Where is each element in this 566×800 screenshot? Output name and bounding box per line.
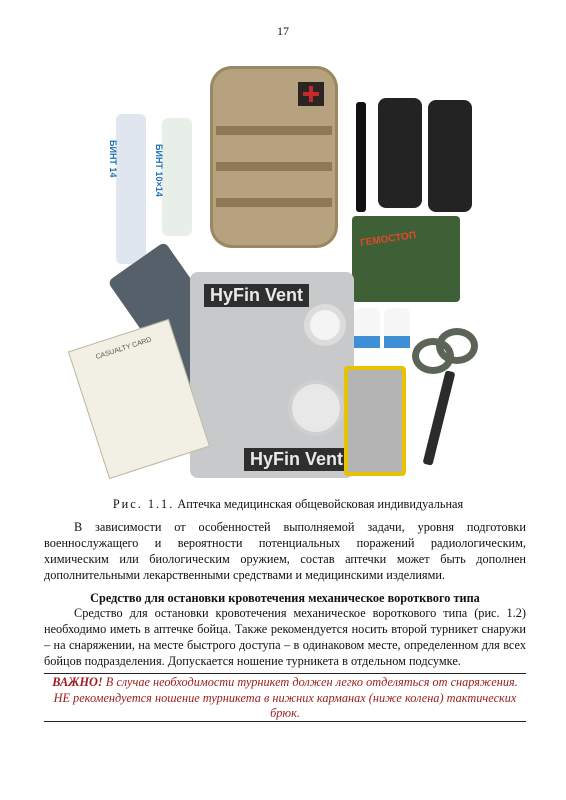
card-header: CASUALTY CARD <box>95 336 153 362</box>
bandage-label: БИНТ 10×14 <box>154 144 164 197</box>
tourniquet <box>378 98 422 208</box>
vent-brand-top: HyFin Vent <box>204 284 309 307</box>
chest-seal-package <box>190 272 354 478</box>
figure-caption <box>72 497 504 512</box>
chest-seal-valve <box>288 380 344 436</box>
divider-top <box>44 673 526 674</box>
vent-brand-bottom: HyFin Vent <box>244 448 349 471</box>
medical-tape <box>304 304 346 346</box>
rescue-blanket <box>344 366 406 476</box>
bandage-package <box>154 118 192 236</box>
caption-prefix: Рис. 1.1. <box>112 497 175 511</box>
red-cross-icon <box>298 82 324 106</box>
paragraph: Средство для остановки кровотечения механическое вороткового типа (рис. 1.2) необходимо иметь в аптечке бойца. Также рекомендуется носить второй турникет снаружи – на снаряжении, на месте быстрого доступа – в одинаковом месте, определенном для всех бойцов подразделения. Допускается ношение турникета в отдельном подсумке. <box>44 606 526 668</box>
tourniquet <box>428 100 472 212</box>
marker-pen <box>356 102 366 212</box>
trauma-shears <box>408 324 478 474</box>
warning-label: ВАЖНО! <box>52 675 103 689</box>
bandage-label: БИНТ 14 <box>108 140 118 178</box>
page-number: 17 <box>277 24 289 38</box>
warning-text: В случае необходимости турникет должен легко отделяться от снаряжения. НЕ рекомендуется ношение турникета в нижних карманах (ниже колена) тактических брюк. <box>53 675 518 720</box>
swab-pack <box>384 308 410 348</box>
first-aid-kit-photo <box>72 62 504 486</box>
paragraph: В зависимости от особенностей выполняемой задачи, уровня подготовки военнослужащего и вероятности потенциальных поражений радиологическим, химическим или биологическим оружием, состав аптечки может быть дополнен дополнительными лекарственными средствами и медицинскими изделиями. <box>44 520 526 582</box>
hemostatic-label: ГЕМОСТОП <box>359 230 417 249</box>
divider-bottom <box>44 721 526 722</box>
hemostatic-dressing <box>352 216 460 302</box>
bandage-package <box>108 114 146 264</box>
warning-note <box>44 675 526 722</box>
swab-pack <box>354 308 380 348</box>
section-heading: Средство для остановки кровотечения механическое воротквого типа <box>90 591 480 605</box>
caption-text: Аптечка медицинская общевойсковая индивидуальная <box>177 497 464 511</box>
tactical-pouch <box>210 66 338 248</box>
